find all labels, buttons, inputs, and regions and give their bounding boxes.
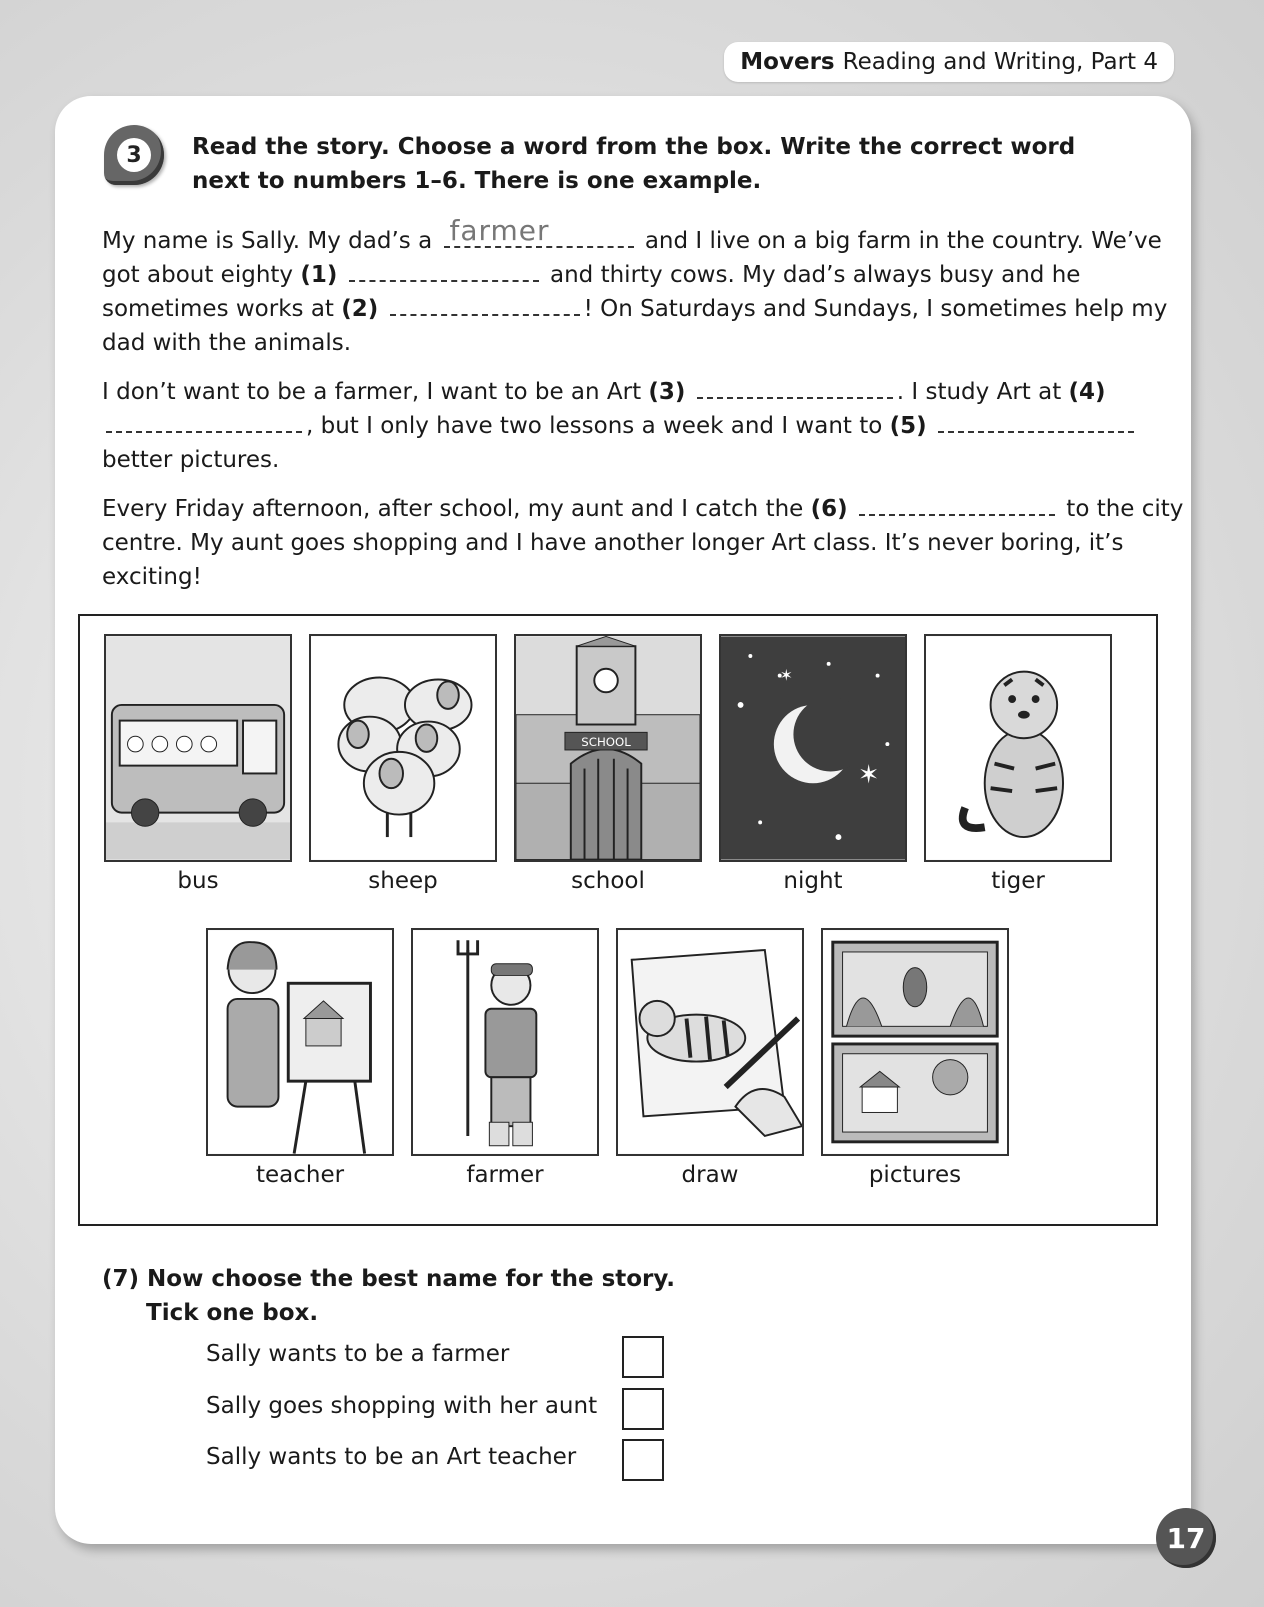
- exercise-number: 3: [117, 138, 151, 172]
- page-header: [724, 42, 1174, 82]
- gap-5[interactable]: [938, 409, 1134, 433]
- svg-text:✶: ✶: [779, 665, 793, 685]
- bus-picture: [104, 634, 292, 862]
- word-sheep: sheep: [368, 868, 438, 894]
- gap-1[interactable]: [349, 258, 539, 282]
- word-night: night: [783, 868, 843, 894]
- draw-picture: [616, 928, 804, 1156]
- option-3-tickbox[interactable]: [622, 1439, 664, 1481]
- word-bus: bus: [177, 868, 219, 894]
- gap-4[interactable]: [106, 409, 302, 433]
- question-7-text: (7) Now choose the best name for the story.: [102, 1266, 676, 1292]
- gap-3[interactable]: [697, 375, 893, 399]
- gap-number-3: (3): [648, 379, 686, 405]
- question-7: [102, 1262, 675, 1330]
- teacher-picture: [206, 928, 394, 1156]
- header-section: Reading and Writing, Part 4: [842, 49, 1158, 75]
- option-2-tickbox[interactable]: [622, 1388, 664, 1430]
- word-box: [78, 614, 1158, 1226]
- pictures-picture: [821, 928, 1009, 1156]
- story-paragraph-3: Every Friday afternoon, after school, my aunt and I catch the (6) to the city centre. My aunt goes shopping and I have another longer Art class. It’s never boring, it’s exciting!: [102, 492, 1192, 594]
- story-paragraph-2: I don’t want to be a farmer, I want to be an Art (3) . I study Art at (4) , but I only have two lessons a week and I want to (5) better pictures.: [102, 375, 1192, 477]
- story: [102, 214, 1192, 609]
- gap-6[interactable]: [859, 492, 1055, 516]
- gap-number-1: (1): [300, 262, 338, 288]
- instruction: Read the story. Choose a word from the box. Write the correct word next to numbers 1–6. There is one example.: [192, 134, 1076, 194]
- word-draw: draw: [681, 1162, 739, 1188]
- option-1-tickbox[interactable]: [622, 1336, 664, 1378]
- example-answer: farmer: [444, 222, 634, 248]
- night-picture: [719, 634, 907, 862]
- school-sign: SCHOOL: [581, 735, 631, 750]
- header-level: Movers: [740, 49, 835, 75]
- farmer-picture: [411, 928, 599, 1156]
- exercise-number-badge: [104, 125, 164, 185]
- tiger-picture: [924, 634, 1112, 862]
- option-1-label: Sally wants to be a farmer: [206, 1341, 510, 1367]
- gap-number-5: (5): [889, 413, 927, 439]
- question-7-instruction: Tick one box.: [146, 1300, 319, 1326]
- gap-number-2: (2): [341, 296, 379, 322]
- page-number: 17: [1156, 1508, 1216, 1568]
- option-3-label: Sally wants to be an Art teacher: [206, 1444, 577, 1470]
- word-teacher: teacher: [255, 1162, 345, 1188]
- gap-number-6: (6): [810, 496, 848, 522]
- word-tiger: tiger: [991, 868, 1045, 894]
- option-2-label: Sally goes shopping with her aunt: [206, 1393, 598, 1419]
- word-school: school: [571, 868, 645, 894]
- word-pictures: pictures: [868, 1162, 962, 1188]
- gap-2[interactable]: [390, 292, 580, 316]
- word-farmer: farmer: [466, 1162, 544, 1188]
- gap-number-4: (4): [1068, 379, 1106, 405]
- school-picture: [514, 634, 702, 862]
- svg-text:✶: ✶: [858, 759, 880, 790]
- sheep-picture: [309, 634, 497, 862]
- story-paragraph-1: My name is Sally. My dad’s a farmer and I live on a big farm in the country. We’ve got about eighty (1) and thirty cows. My dad’s always busy and he sometimes works at (2) ! On Saturdays and Sundays, I sometimes help my dad with the animals.: [102, 214, 1168, 356]
